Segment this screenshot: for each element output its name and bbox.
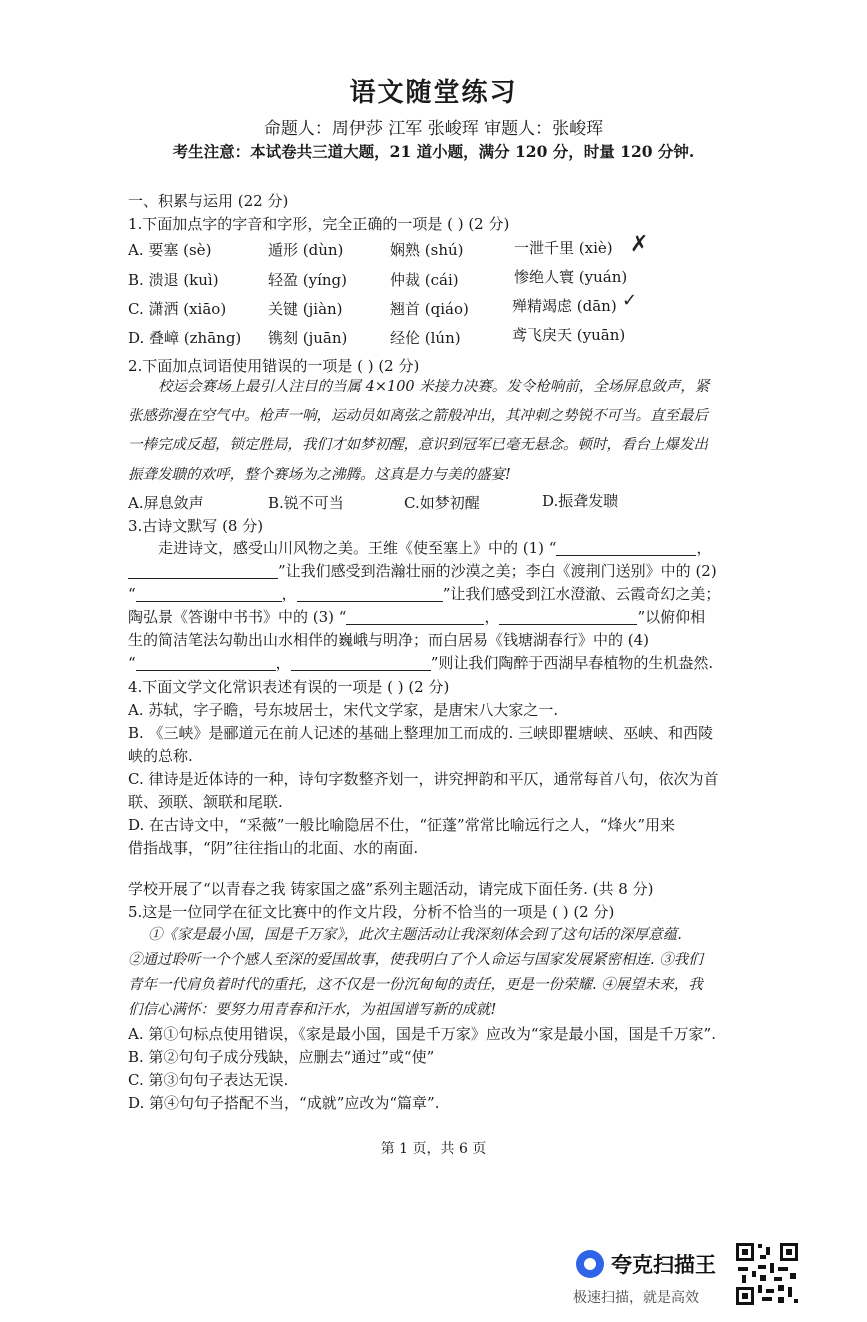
- q5-option-d: D. 第④句句子搭配不当，“成就”应改为“篇章”.: [128, 1094, 440, 1112]
- answer-blank[interactable]: [346, 608, 484, 625]
- page-number: 第 1 页，共 6 页: [380, 1141, 487, 1157]
- q3-line-3: “ ， ”让我们感受到江水澄澈、云霞奇幻之美；: [128, 585, 721, 603]
- q3-line-2: ”让我们感受到浩瀚壮丽的沙漠之美；李白《渡荆门送别》中的 (2): [128, 561, 717, 581]
- q2-stem-text: 2.下面加点词语使用错误的一项是 ( ) (2 分): [128, 357, 420, 375]
- authors-line: 命题人：周伊莎 江军 张峻珲 审题人：张峻珲: [263, 119, 604, 139]
- scanner-watermark: [573, 1243, 733, 1309]
- q4-stem: 4.下面文学文化常识表述有误的一项是 ( ) (2 分): [128, 678, 450, 696]
- qr-code-icon: [734, 1241, 800, 1307]
- handwritten-x-mark: ✗: [630, 232, 649, 257]
- scanner-brand: 夸克扫描王: [611, 1253, 716, 1277]
- q1-option-a4: 一泄千里 (xiè): [514, 239, 613, 257]
- q2-passage-line: 振聋发聩的欢呼，整个赛场为之沸腾。这真是力与美的盛宴!: [128, 467, 511, 483]
- q4-line: C. 律诗是近体诗的一种，诗句字数整齐划一，讲究押韵和平仄，通常每首八句，依次为首: [128, 770, 719, 788]
- q4-line: D. 在古诗文中，“采薇”一般比喻隐居不仕，“征蓬”常常比喻远行之人，“烽火”用来: [128, 816, 676, 834]
- q2-passage-line: 校运会赛场上最引人注目的当属 4×100 米接力决赛。发令枪响前，全场屏息敛声，紧: [158, 379, 710, 395]
- q1-option-a1: A. 要塞 (sè): [128, 241, 212, 259]
- q3-line-5: 生的简洁笔法勾勒出山水相伴的巍峨与明净；而白居易《钱塘湖春行》中的 (4): [128, 631, 650, 649]
- answer-blank[interactable]: [499, 608, 637, 625]
- q3-line-1: 走进诗文，感受山川风物之美。王维《使至塞上》中的 (1) “ ，: [158, 539, 712, 557]
- q1-option-b1: B. 溃退 (kuì): [128, 271, 219, 289]
- q2-passage-line: 一棒完成反超，锁定胜局，我们才如梦初醒，意识到冠军已毫无悬念。顿时，看台上爆发出: [128, 437, 708, 453]
- q1-option-c3: 翘首 (qiáo): [390, 300, 469, 318]
- section2-intro: 学校开展了“以青春之我 铸家国之盛”系列主题活动，请完成下面任务. (共 8 分): [128, 880, 654, 898]
- exam-notice: 考生注意：本试卷共三道大题，21 道小题，满分 120 分，时量 120 分钟.: [172, 142, 695, 161]
- q4-line: B. 《三峡》是郦道元在前人记述的基础上整理加工而成的. 三峡即瞿塘峡、巫峡、和西陵: [128, 724, 714, 742]
- q1-option-b4: 惨绝人寰 (yuán): [514, 268, 628, 286]
- q5-passage-line: 青年一代肩负着时代的重托，这不仅是一份沉甸甸的责任，更是一份荣耀. ④展望未来，我: [128, 977, 703, 993]
- q1-option-a2: 遁形 (dùn): [268, 241, 344, 259]
- q1-option-c2: 关键 (jiàn): [268, 300, 343, 318]
- q4-line: 峡的总称.: [128, 747, 193, 765]
- q2-option-c: C.如梦初醒: [404, 494, 480, 512]
- answer-blank[interactable]: [136, 654, 276, 671]
- answer-blank[interactable]: [556, 539, 696, 556]
- section1-heading: 一、积累与运用 (22 分): [128, 192, 289, 210]
- q5-option-a: A. 第①句标点使用错误，《家是最小国，国是千万家》应改为“家是最小国，国是千万家”.: [128, 1025, 716, 1043]
- q1-option-d2: 镌刻 (juān): [268, 329, 348, 347]
- q5-passage-line: 们信心满怀：要努力用青春和汗水，为祖国谱写新的成就!: [128, 1002, 497, 1018]
- q2-option-b: B.锐不可当: [268, 494, 344, 512]
- answer-blank[interactable]: [128, 562, 278, 579]
- q1-option-b3: 仲裁 (cái): [390, 271, 459, 289]
- q5-stem: 5.这是一位同学在征文比赛中的作文片段，分析不恰当的一项是 ( ) (2 分): [128, 903, 615, 921]
- scanner-slogan: 极速扫描，就是高效: [573, 1290, 699, 1306]
- q1-option-d3: 经伦 (lún): [390, 329, 461, 347]
- answer-blank[interactable]: [136, 585, 282, 602]
- quark-logo-icon: [576, 1250, 604, 1278]
- q1-option-a3: 娴熟 (shú): [390, 241, 464, 259]
- q4-line: 联、颈联、颔联和尾联.: [128, 793, 283, 811]
- page-title: 语文随堂练习: [349, 78, 518, 108]
- answer-blank[interactable]: [297, 585, 443, 602]
- q3-stem: 3.古诗文默写 (8 分): [128, 517, 264, 535]
- q2-option-d: D.振聋发聩: [542, 492, 619, 510]
- q4-line: 借指战事，“阴”往往指山的北面、水的南面.: [128, 839, 419, 857]
- q2-passage-line: 张感弥漫在空气中。枪声一响，运动员如离弦之箭般冲出，其冲刺之势锐不可当。直至最后: [128, 408, 708, 424]
- q1-option-d1: D. 叠嶂 (zhāng): [128, 329, 242, 347]
- q5-passage-line: ①《家是最小国，国是千万家》，此次主题活动让我深刻体会到了这句话的深厚意蕴.: [148, 927, 682, 943]
- q1-option-c4: 殚精竭虑 (dān): [512, 297, 617, 315]
- q1-option-c1: C. 潇洒 (xiāo): [128, 300, 227, 318]
- q3-line-6: “ ， ”则让我们陶醉于西湖早春植物的生机盎然.: [128, 654, 714, 672]
- q5-option-b: B. 第②句句子成分残缺，应删去“通过”或“使”: [128, 1048, 435, 1066]
- q1-option-b2: 轻盈 (yíng): [268, 271, 348, 289]
- q2-option-a: A.屏息敛声: [128, 494, 204, 512]
- q3-line-4: 陶弘景《答谢中书书》中的 (3) “ ， ”以俯仰相: [128, 608, 706, 626]
- handwritten-check-mark: ✓: [622, 290, 638, 311]
- q1-option-d4: 鸢飞戾天 (yuān): [512, 326, 626, 344]
- q4-line: A. 苏轼，字子瞻，号东坡居士，宋代文学家，是唐宋八大家之一.: [128, 701, 559, 719]
- q5-passage-line: ②通过聆听一个个感人至深的爱国故事，使我明白了个人命运与国家发展紧密相连. ③我们: [128, 952, 703, 968]
- q5-option-c: C. 第③句句子表达无误.: [128, 1071, 289, 1089]
- q1-stem: 1.下面加点字的字音和字形，完全正确的一项是 ( ) (2 分): [128, 215, 510, 233]
- answer-blank[interactable]: [291, 654, 431, 671]
